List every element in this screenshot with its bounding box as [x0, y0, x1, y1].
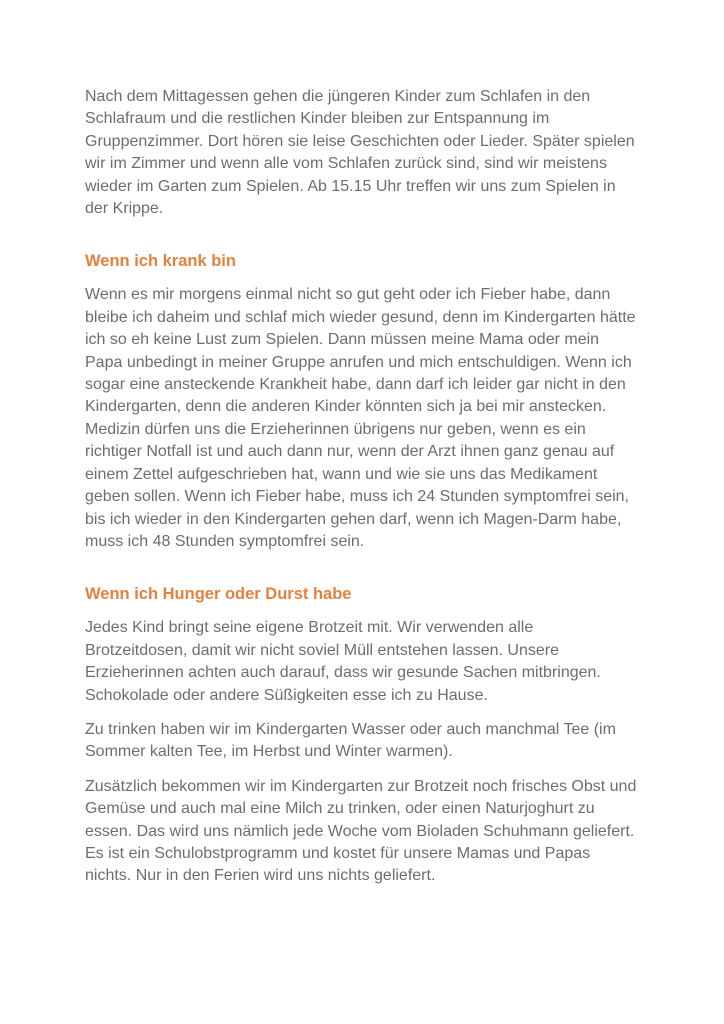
document-content — [85, 86, 639, 900]
section-heading-wenn-ich-krank-bin: Wenn ich krank bin — [85, 252, 236, 271]
paragraph-trinken: Zu trinken haben wir im Kindergarten Wasser oder auch manchmal Tee (im Sommer kalten Tee, im Herbst und Winter warmen). — [85, 720, 616, 761]
paragraph-krank-regeln: Wenn es mir morgens einmal nicht so gut geht oder ich Fieber habe, dann bleibe ich daheim und schlaf mich wieder gesund, denn im Kindergarten hätte ich so eh keine Lust zum Spielen. Dann müssen meine Mama oder mein Papa unbedingt in meiner Gruppe anrufen und mich entschuldigen. Wenn ich sogar eine ansteckende Krankheit habe, dann darf ich leider gar nicht in den Kindergarten, denn die anderen Kinder könnten sich ja bei mir anstecken. Medizin dürfen uns die Erzieherinnen übrigens nur geben, wenn es ein richtiger Notfall ist und auch dann nur, wenn der Arzt ihnen ganz genau auf einem Zettel aufgeschrieben hat, wann und wie sie uns das Medikament geben sollen. Wenn ich Fieber habe, muss ich 24 Stunden symptomfrei sein, bis ich wieder in den Kindergarten gehen darf, wenn ich Magen-Darm habe, muss ich 48 Stunden symptomfrei sein. — [85, 286, 636, 550]
paragraph-obst-und-gemuese: Zusätzlich bekommen wir im Kindergarten zur Brotzeit noch frisches Obst und Gemüse und auch mal eine Milch zu trinken, oder einen Naturjoghurt zu essen. Das wird uns nämlich jede Woche vom Bioladen Schuhmann geliefert. Es ist ein Schulobstprogramm und kostet für unsere Mamas und Papas nichts. Nur in den Ferien wird uns nichts geliefert. — [85, 777, 637, 885]
paragraph-brotzeit: Jedes Kind bringt seine eigene Brotzeit mit. Wir verwenden alle Brotzeitdosen, damit wir nicht soviel Müll entstehen lassen. Unsere Erzieherinnen achten auch darauf, dass wir gesunde Sachen mitbringen. Schokolade oder andere Süßigkeiten esse ich zu Hause. — [85, 619, 601, 704]
paragraph-daily-routine: Nach dem Mittagessen gehen die jüngeren Kinder zum Schlafen in den Schlafraum und die restlichen Kinder bleiben zur Entspannung im Gruppenzimmer. Dort hören sie leise Geschichten oder Lieder. Später spielen wir im Zimmer und wenn alle vom Schlafen zurück sind, sind wir meistens wieder im Garten zum Spielen. Ab 15.15 Uhr treffen wir uns zum Spielen in der Krippe. — [85, 88, 635, 218]
section-heading-wenn-ich-hunger-oder-durst-habe: Wenn ich Hunger oder Durst habe — [85, 585, 352, 604]
